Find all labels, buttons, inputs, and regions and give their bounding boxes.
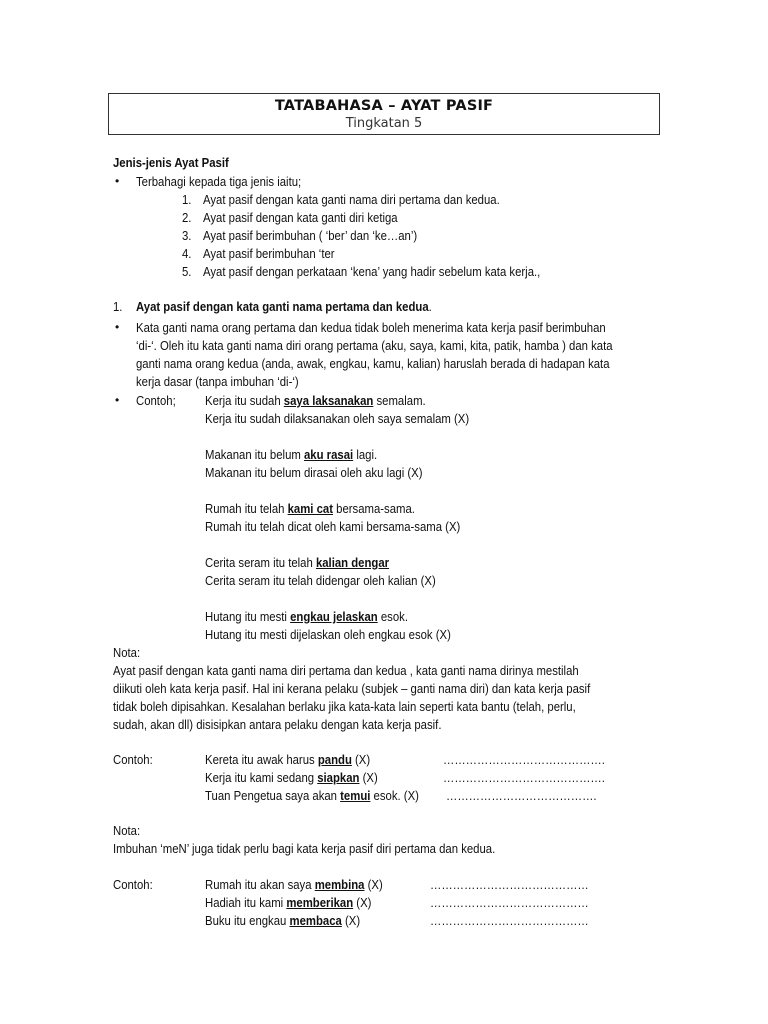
example-keyword: kami cat — [287, 501, 333, 516]
section-one-number: 1. — [113, 299, 123, 314]
nota-line: diikuti oleh kata kerja pasif. Hal ini kerana pelaku (subjek – ganti nama diri) dan kata kerja pasif — [113, 681, 591, 696]
example-correct — [205, 554, 389, 572]
contoh-label: Contoh: — [113, 877, 153, 892]
exercise-row — [205, 912, 360, 930]
example-wrong: Kerja itu sudah dilaksanakan oleh saya semalam (X) — [205, 411, 470, 426]
nota-line: sudah, akan dll) disisipkan antara pelaku dengan kata kerja pasif. — [113, 717, 442, 732]
jenis-item-text: Ayat pasif dengan kata ganti nama diri pertama dan kedua. — [203, 192, 500, 207]
jenis-item-text: Ayat pasif dengan kata ganti diri ketiga — [203, 210, 398, 225]
section-one-para-line: ‘di-‘. Oleh itu kata ganti nama diri orang pertama (aku, saya, kami, kita, patik, hamba ) dan kata — [136, 338, 613, 353]
example-text: semalam. — [373, 393, 426, 408]
contoh-label: Contoh; — [136, 393, 176, 408]
exercise-keyword: membaca — [289, 913, 342, 928]
exercise-row — [205, 894, 371, 912]
exercise-text: (X) — [351, 752, 371, 767]
jenis-item-num: 4. — [182, 246, 192, 261]
answer-blank: ……………………………………. — [443, 770, 605, 785]
exercise-keyword: temui — [340, 788, 371, 803]
section-one-para-line: Kata ganti nama orang pertama dan kedua tidak boleh menerima kata kerja pasif berimbuhan — [136, 320, 606, 335]
exercise-keyword: pandu — [317, 752, 352, 767]
example-keyword: kalian dengar — [315, 555, 390, 570]
exercise-row — [205, 876, 383, 894]
example-text: Rumah itu telah — [205, 501, 288, 516]
exercise-row — [205, 787, 419, 805]
document-subtitle: Tingkatan 5 — [345, 116, 423, 131]
exercise-keyword: memberikan — [286, 895, 354, 910]
exercise-row — [205, 769, 378, 787]
example-wrong: Cerita seram itu telah didengar oleh kalian (X) — [205, 573, 436, 588]
exercise-text: Buku itu engkau — [205, 913, 290, 928]
answer-blank: ……………………………………. — [443, 752, 605, 767]
example-correct — [205, 500, 415, 518]
exercise-text: (X) — [341, 913, 361, 928]
section-one-heading-end: . — [428, 299, 432, 314]
jenis-item-text: Ayat pasif berimbuhan ( ‘ber’ dan ‘ke…an’) — [203, 228, 418, 243]
nota-line: tidak boleh dipisahkan. Kesalahan berlaku jika kata-kata lain seperti kata bantu (telah, perlu, — [113, 699, 576, 714]
example-wrong: Rumah itu telah dicat oleh kami bersama-sama (X) — [205, 519, 461, 534]
exercise-text: (X) — [359, 770, 378, 785]
jenis-item-num: 5. — [182, 264, 192, 279]
example-correct — [205, 608, 408, 626]
exercise-text: (X) — [353, 895, 372, 910]
example-keyword: engkau jelaskan — [290, 609, 378, 624]
example-keyword: saya laksanakan — [283, 393, 374, 408]
bullet-icon: • — [115, 174, 120, 188]
exercise-text: Rumah itu akan saya — [205, 877, 315, 892]
example-text: Hutang itu mesti — [205, 609, 291, 624]
exercise-text: (X) — [364, 877, 383, 892]
section-one-para-line: ganti nama orang kedua (anda, awak, engkau, kamu, kalian) haruslah berada di hadapan kata — [136, 356, 610, 371]
example-correct — [205, 392, 426, 410]
bullet-icon: • — [115, 320, 120, 334]
answer-blank: …………………………………… — [430, 877, 589, 892]
exercise-text: Kereta itu awak harus — [205, 752, 318, 767]
jenis-item-num: 2. — [182, 210, 192, 225]
exercise-text: Hadiah itu kami — [205, 895, 287, 910]
example-correct — [205, 446, 377, 464]
example-wrong: Hutang itu mesti dijelaskan oleh engkau esok (X) — [205, 627, 451, 642]
bullet-icon: • — [115, 393, 120, 407]
exercise-row — [205, 751, 370, 769]
exercise-text: Kerja itu kami sedang — [205, 770, 318, 785]
jenis-item-num: 1. — [182, 192, 192, 207]
exercise-keyword: siapkan — [317, 770, 360, 785]
title-box — [108, 93, 660, 135]
section-one-heading: Ayat pasif dengan kata ganti nama pertama dan kedua — [136, 299, 429, 314]
section-heading-jenis: Jenis-jenis Ayat Pasif — [113, 155, 229, 170]
contoh-label: Contoh: — [113, 752, 153, 767]
nota-line: Imbuhan ‘meN’ juga tidak perlu bagi kata kerja pasif diri pertama dan kedua. — [113, 841, 496, 856]
example-text: lagi. — [353, 447, 378, 462]
nota-label: Nota: — [113, 823, 141, 838]
exercise-keyword: membina — [314, 877, 365, 892]
exercise-text: esok. (X) — [370, 788, 419, 803]
answer-blank: …………………………………… — [430, 913, 589, 928]
jenis-item-text: Ayat pasif berimbuhan ‘ter — [203, 246, 335, 261]
jenis-bullet-text: Terbahagi kepada tiga jenis iaitu; — [136, 174, 302, 189]
example-text: esok. — [377, 609, 408, 624]
section-one-para-line: kerja dasar (tanpa imbuhan ‘di-‘) — [136, 374, 299, 389]
section-one-heading-line — [136, 298, 432, 316]
exercise-text: Tuan Pengetua saya akan — [205, 788, 341, 803]
jenis-item-text: Ayat pasif dengan perkataan ‘kena’ yang hadir sebelum kata kerja., — [203, 264, 541, 279]
answer-blank: …………………………………. — [446, 788, 597, 803]
example-keyword: aku rasai — [303, 447, 354, 462]
document-title: TATABAHASA – AYAT PASIF — [274, 98, 494, 114]
nota-line: Ayat pasif dengan kata ganti nama diri pertama dan kedua , kata ganti nama dirinya mestilah — [113, 663, 579, 678]
example-text: Cerita seram itu telah — [205, 555, 316, 570]
nota-label: Nota: — [113, 645, 141, 660]
example-wrong: Makanan itu belum dirasai oleh aku lagi (X) — [205, 465, 423, 480]
example-text: bersama-sama. — [332, 501, 415, 516]
example-text: Kerja itu sudah — [205, 393, 284, 408]
jenis-item-num: 3. — [182, 228, 192, 243]
example-text: Makanan itu belum — [205, 447, 304, 462]
answer-blank: …………………………………… — [430, 895, 589, 910]
